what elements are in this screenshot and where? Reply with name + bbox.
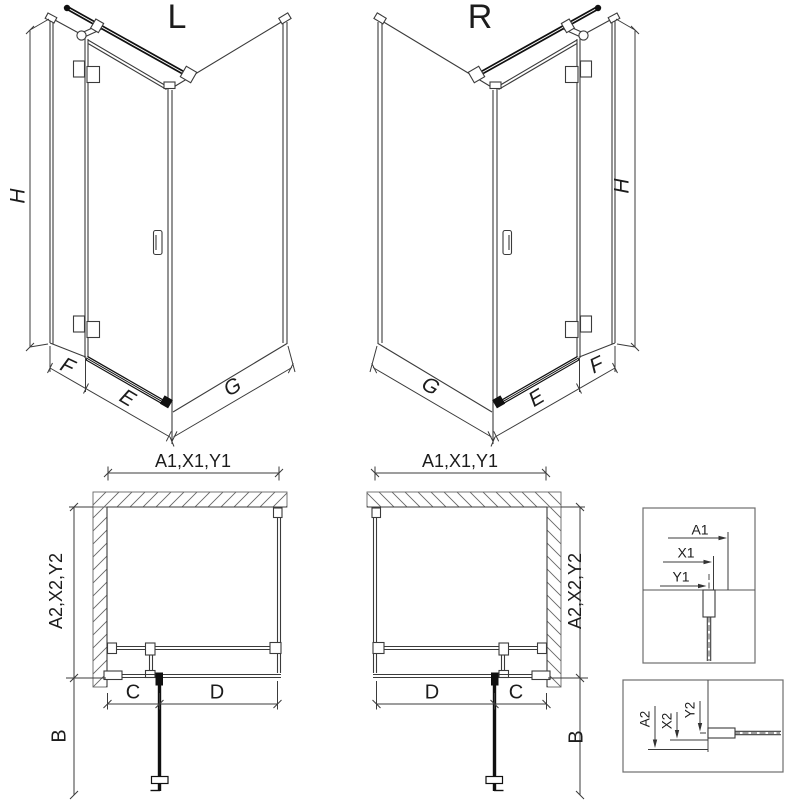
wall-profile-section	[708, 728, 735, 738]
detail-label-a1: A1	[691, 521, 709, 538]
label-version-l: L	[167, 0, 187, 36]
dim-label-door-segment-left: D	[209, 681, 225, 704]
dim-label-width-group-left: A1,X1,Y1	[154, 450, 232, 471]
dim-label-side-right: G	[417, 372, 444, 401]
dim-label-depth-group-left: A2,X2,Y2	[45, 552, 66, 630]
dim-label-fixed-right: F	[585, 352, 608, 379]
dim-label-fixed-segment-left: C	[125, 681, 141, 704]
detail-label-y1: Y1	[672, 568, 690, 585]
dim-label-width-group-right: A1,X1,Y1	[421, 450, 499, 471]
dim-label-fixed-segment-right: C	[508, 681, 524, 704]
dim-label-door-right: E	[524, 384, 549, 412]
dim-label-door-segment-right: D	[424, 681, 440, 704]
r-version-3d-view	[370, 5, 639, 447]
dim-label-height-left: H	[6, 188, 30, 204]
detail-label-y2: Y2	[682, 701, 698, 719]
wall-profile-section	[703, 590, 715, 617]
detail-label-x2: X2	[659, 712, 675, 730]
detail-label-x1: X1	[677, 544, 695, 561]
r-version-plan-view	[367, 467, 588, 800]
dim-label-opening-right: B	[565, 730, 588, 744]
dim-label-opening-left: B	[48, 729, 71, 743]
dim-label-height-right: H	[610, 178, 634, 194]
dim-label-door-left: E	[115, 384, 140, 412]
detail-label-a2: A2	[637, 710, 653, 728]
dim-label-depth-group-right: A2,X2,Y2	[564, 552, 585, 630]
detail-inset-bottom	[623, 680, 783, 772]
label-version-r: R	[467, 0, 493, 36]
dim-label-side-left: G	[219, 373, 246, 402]
dim-label-fixed-left: F	[56, 353, 79, 380]
l-version-plan-view	[66, 467, 287, 800]
detail-inset-top	[643, 508, 755, 663]
l-version-3d-view	[26, 5, 295, 447]
